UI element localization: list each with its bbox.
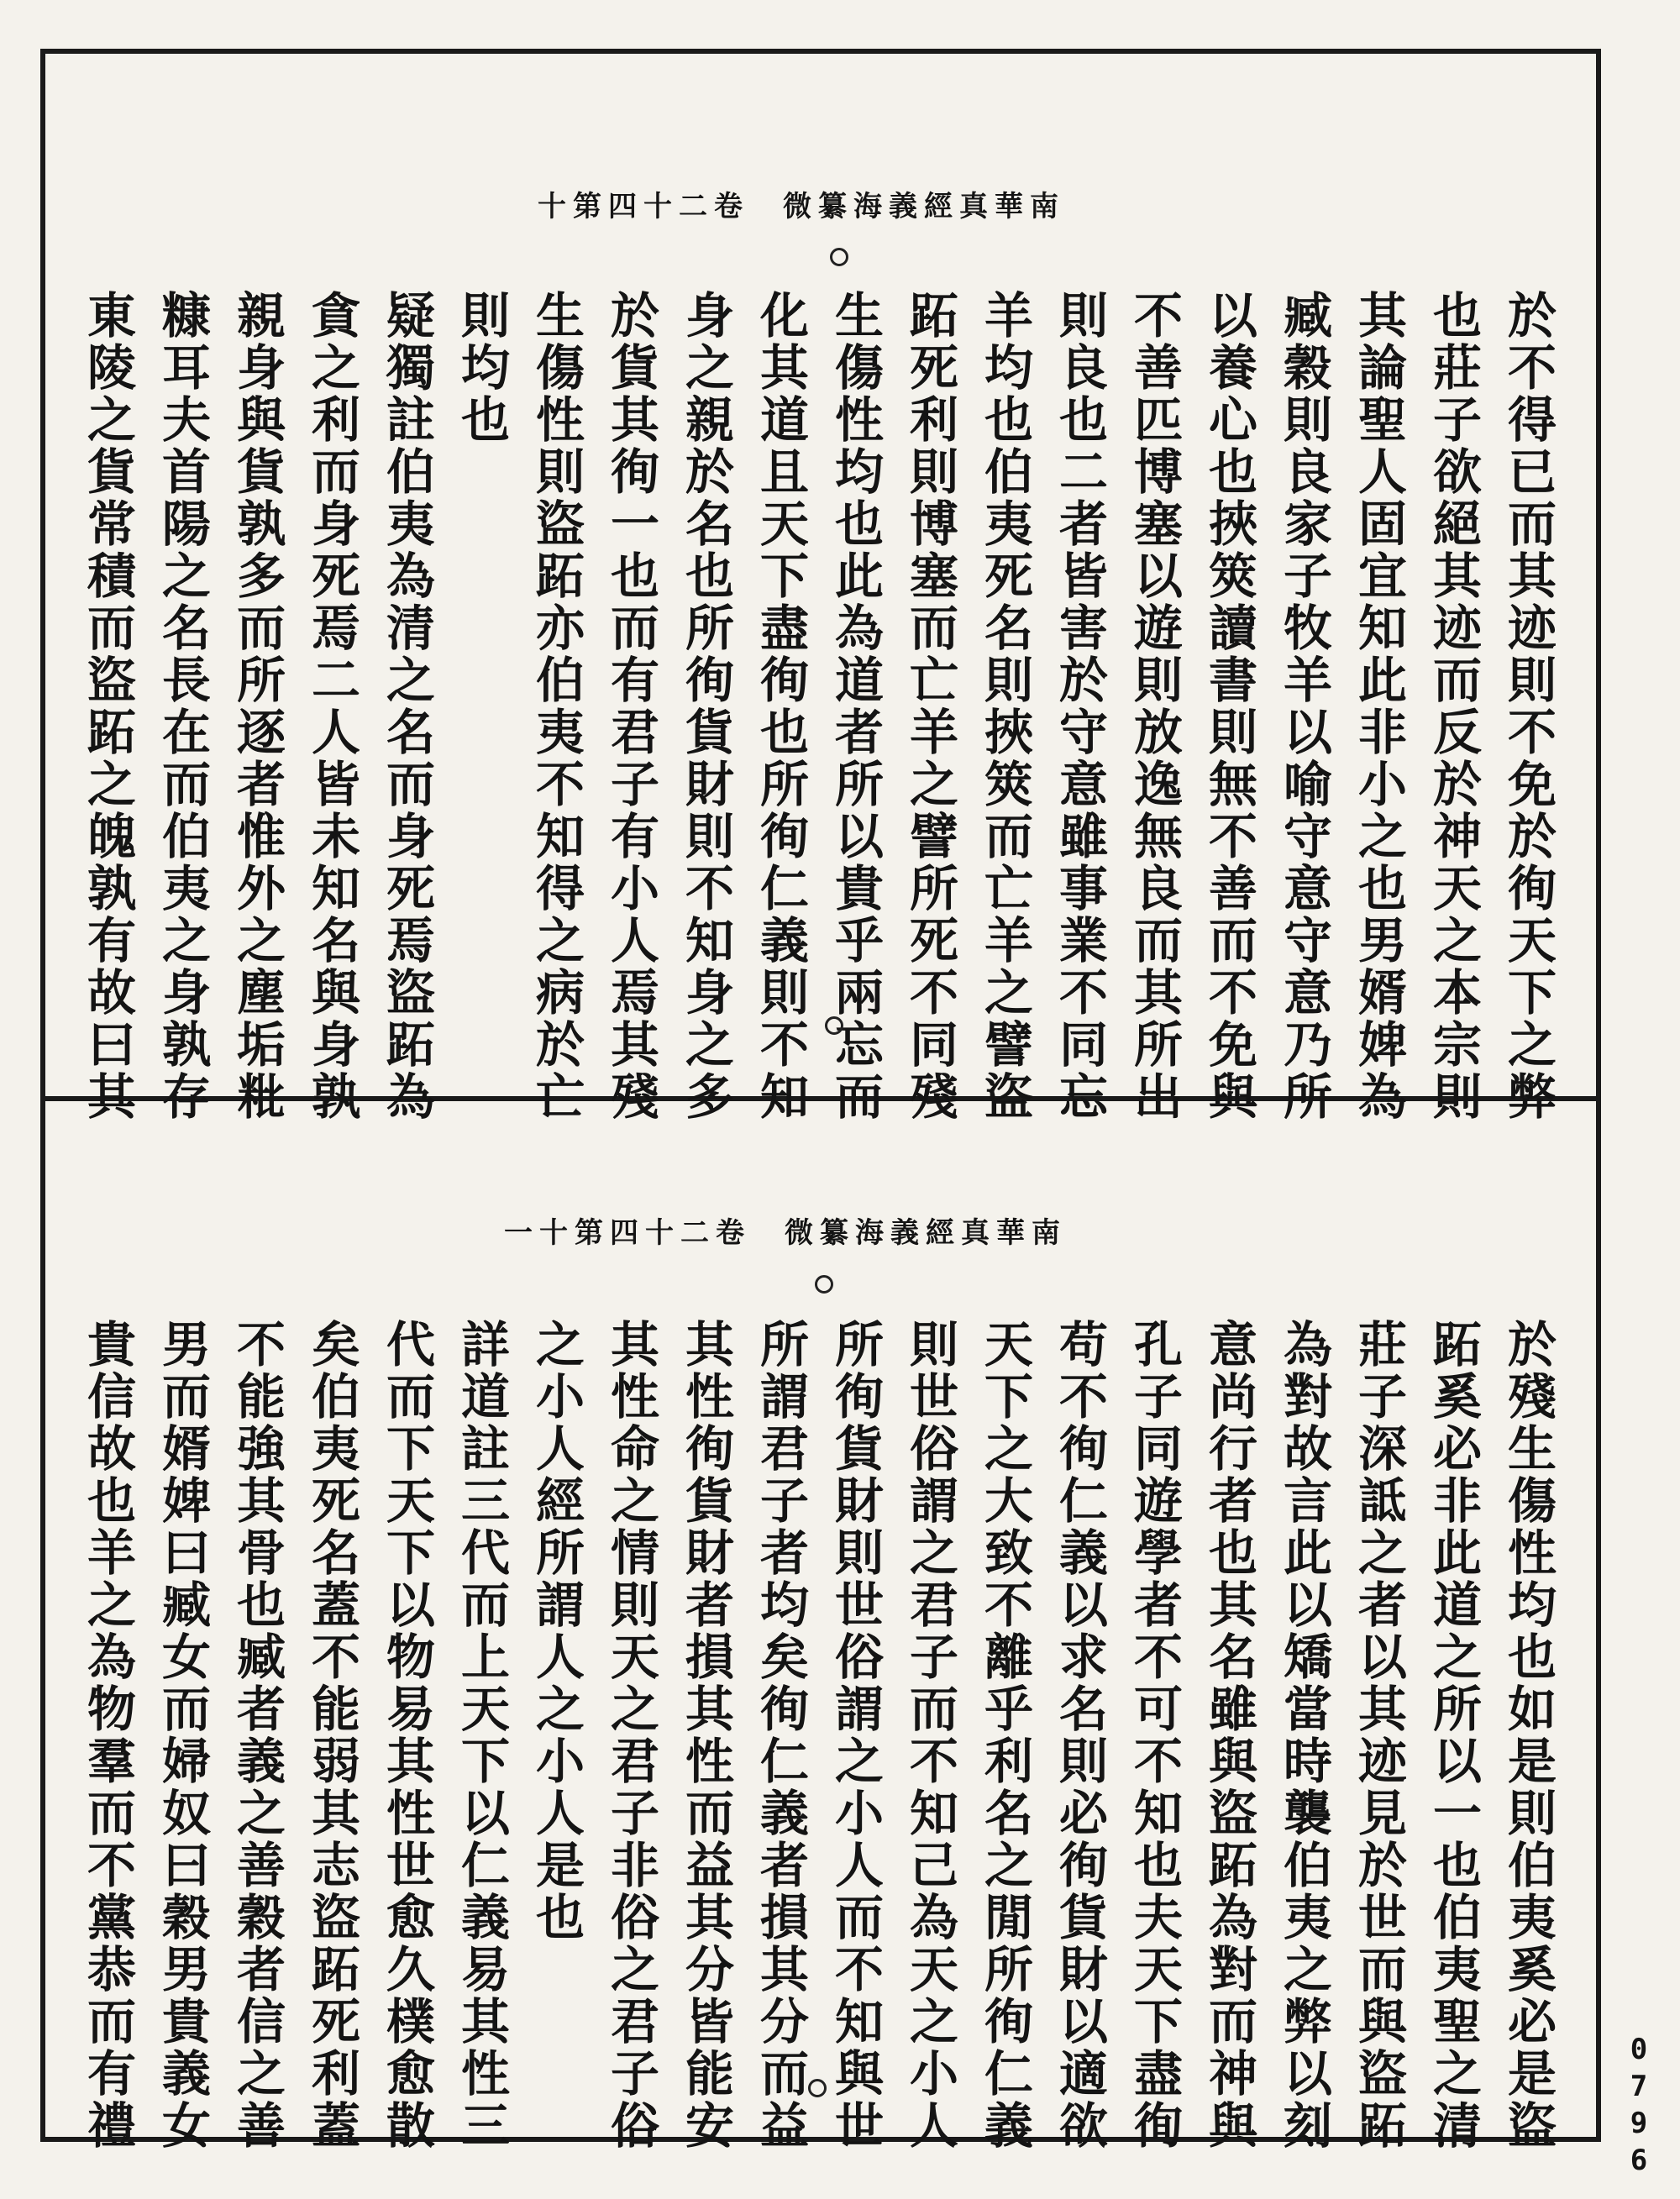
bottom-header-volume: 卷二十四第十一 xyxy=(504,1216,751,1250)
bottom_panel-column-10: 所徇貨財則世俗謂之小人而不知與世 xyxy=(827,1319,884,2152)
bottom_panel-column-17: 矣伯夷死名蓋不能弱其志盜跖死利蓋 xyxy=(303,1319,360,2152)
bottom_panel-column-6: 孔子同遊學者不可不知也夫天下盡徇 xyxy=(1126,1319,1183,2152)
top_panel-column-11: 化其道且天下盡徇也所徇仁義則不知 xyxy=(752,290,809,1123)
bottom_panel-column-4: 為對故言此以矯當時襲伯夷之弊以刻 xyxy=(1275,1319,1332,2152)
bottom_panel-column-8: 天下之大致不離乎利名之閒所徇仁義 xyxy=(976,1319,1033,2152)
bottom_panel-column-15: 詳道註三代而上天下以仁義易其性三 xyxy=(453,1319,510,2152)
bottom_panel-column-18: 不能強其骨也臧者義之善穀者信之善 xyxy=(228,1319,286,2152)
top_panel-column-15: 則均也 xyxy=(453,290,510,446)
top_panel-column-3: 其論聖人固宜知此非小之也男婿婢為 xyxy=(1350,290,1407,1123)
bottom_panel-column-12: 其性徇貨財者損其性而益其分皆能安 xyxy=(677,1319,734,2152)
top_panel-column-4: 臧穀則良家子牧羊以喻守意守意乃所 xyxy=(1275,290,1332,1123)
bottom_panel-column-20: 貴信故也羊之為物羣而不黨恭而有禮 xyxy=(79,1319,136,2152)
page-number: 0796 xyxy=(1622,2033,1656,2181)
bottom-header xyxy=(504,1210,1067,1251)
top_panel-column-18: 親身與貨孰多而所逐者惟外之塵垢粃 xyxy=(228,290,286,1123)
bottom_panel-column-16: 代而下天下以物易其性世愈久樸愈散 xyxy=(378,1319,435,2152)
bottom-section-marker xyxy=(815,1275,833,1294)
top_panel-column-2: 也莊子欲絕其迹而反於神天之本宗則 xyxy=(1425,290,1482,1123)
bottom-paragraph-marker xyxy=(808,2079,827,2097)
top_panel-column-8: 羊均也伯夷死名則挾筴而亡羊之譬盜 xyxy=(976,290,1033,1123)
bottom_panel-column-14: 之小人經所謂人之小人是也 xyxy=(528,1319,585,1944)
top_panel-column-14: 生傷性則盜跖亦伯夷不知得之病於亡 xyxy=(528,290,585,1123)
top-header-title: 南華真經義海纂微 xyxy=(783,190,1065,223)
bottom_panel-column-2: 跖奚必非此道之所以一也伯夷聖之清 xyxy=(1425,1319,1482,2152)
bottom_panel-column-5: 意尚行者也其名雖與盜跖為對而神與 xyxy=(1200,1319,1257,2152)
top_panel-column-16: 疑獨註伯夷為清之名而身死焉盜跖為 xyxy=(378,290,435,1123)
top_panel-column-20: 東陵之貨常積而盜跖之魄孰有故曰其 xyxy=(79,290,136,1123)
top-paragraph-marker xyxy=(825,1016,843,1035)
top_panel-column-5: 以養心也挾筴讀書則無不善而不免與 xyxy=(1200,290,1257,1123)
top_panel-column-7: 則良也二者皆害於守意雖事業不同忘 xyxy=(1051,290,1108,1123)
bottom_panel-column-7: 苟不徇仁義以求名則必徇貨財以適欲 xyxy=(1051,1319,1108,2152)
top_panel-column-12: 身之親於名也所徇貨財則不知身之多 xyxy=(677,290,734,1123)
bottom_panel-column-1: 於殘生傷性均也如是則伯夷奚必是盜 xyxy=(1499,1319,1557,2152)
bottom_panel-column-3: 莊子深詆之者以其迹見於世而與盜跖 xyxy=(1350,1319,1407,2152)
top_panel-column-13: 於貨其徇一也而有君子有小人焉其殘 xyxy=(602,290,659,1123)
bottom_panel-column-11: 所謂君子者均矣徇仁義者損其分而益 xyxy=(752,1319,809,2152)
top-section-marker xyxy=(830,248,848,266)
bottom_panel-column-9: 則世俗謂之君子而不知己為天之小人 xyxy=(901,1319,958,2152)
top_panel-column-1: 於不得已而其迹則不免於徇天下之弊 xyxy=(1499,290,1557,1123)
top_panel-column-19: 糠耳夫首陽之名長在而伯夷之身孰存 xyxy=(154,290,211,1123)
bottom-header-title: 南華真經義海纂微 xyxy=(785,1216,1067,1250)
top_panel-column-9: 跖死利則博塞而亡羊之譬所死不同殘 xyxy=(901,290,958,1123)
top_panel-column-6: 不善匹博塞以遊則放逸無良而其所出 xyxy=(1126,290,1183,1123)
top_panel-column-10: 生傷性均也此為道者所以貴乎兩忘而 xyxy=(827,290,884,1123)
bottom_panel-column-19: 男而婿婢曰臧女而婦奴曰穀男貴義女 xyxy=(154,1319,211,2152)
top_panel-column-17: 貪之利而身死焉二人皆未知名與身孰 xyxy=(303,290,360,1123)
top-header-volume: 卷二十四第十 xyxy=(538,190,749,223)
top-header xyxy=(538,183,1065,224)
bottom_panel-column-13: 其性命之情則天之君子非俗之君子俗 xyxy=(602,1319,659,2152)
